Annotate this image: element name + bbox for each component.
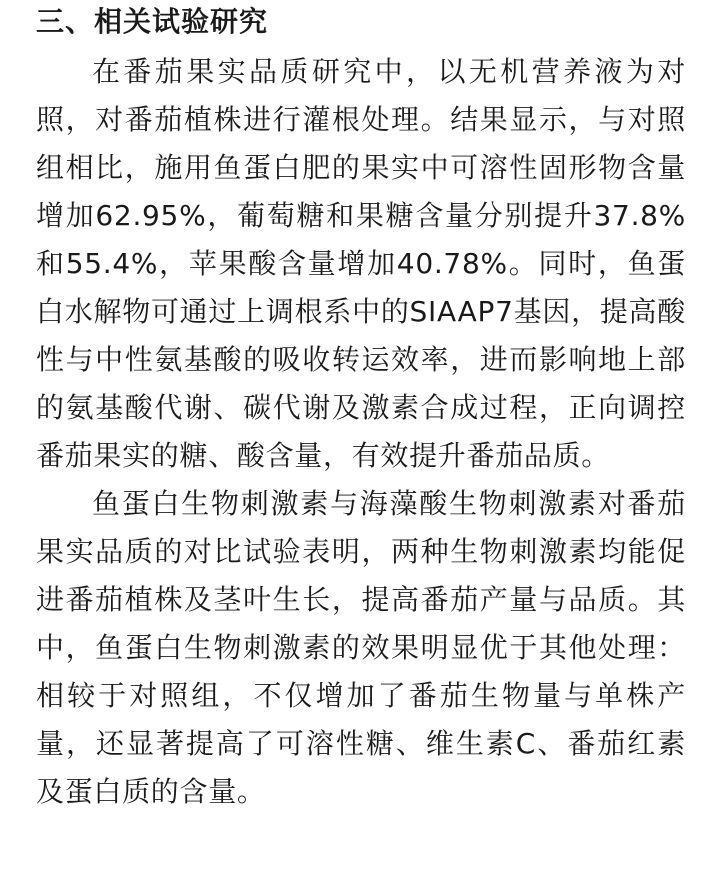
paragraph-biostimulant-comparison: 鱼蛋白生物刺激素与海藻酸生物刺激素对番茄果实品质的对比试验表明，两种生物刺激素均能促进番茄植株及茎叶生长，提高番茄产量与品质。其中，鱼蛋白生物刺激素的效果明显优于其他处理：相较于对照组，不仅增加了番茄生物量与单株产量，还显著提高了可溶性糖、维生素C、番茄红素及蛋白质的含量。	[36, 487, 686, 808]
section-heading: 三、相关试验研究	[36, 5, 269, 38]
paragraph-tomato-quality: 在番茄果实品质研究中，以无机营养液为对照，对番茄植株进行灌根处理。结果显示，与对照组相比，施用鱼蛋白肥的果实中可溶性固形物含量增加62.95%，葡萄糖和果糖含量分别提升37.8%和55.4%，苹果酸含量增加40.78%。同时，鱼蛋白水解物可通过上调根系中的SIAAP7基因，提高酸性与中性氨基酸的吸收转运效率，进而影响地上部的氨基酸代谢、碳代谢及激素合成过程，正向调控番茄果实的糖、酸含量，有效提升番茄品质。	[36, 55, 686, 472]
